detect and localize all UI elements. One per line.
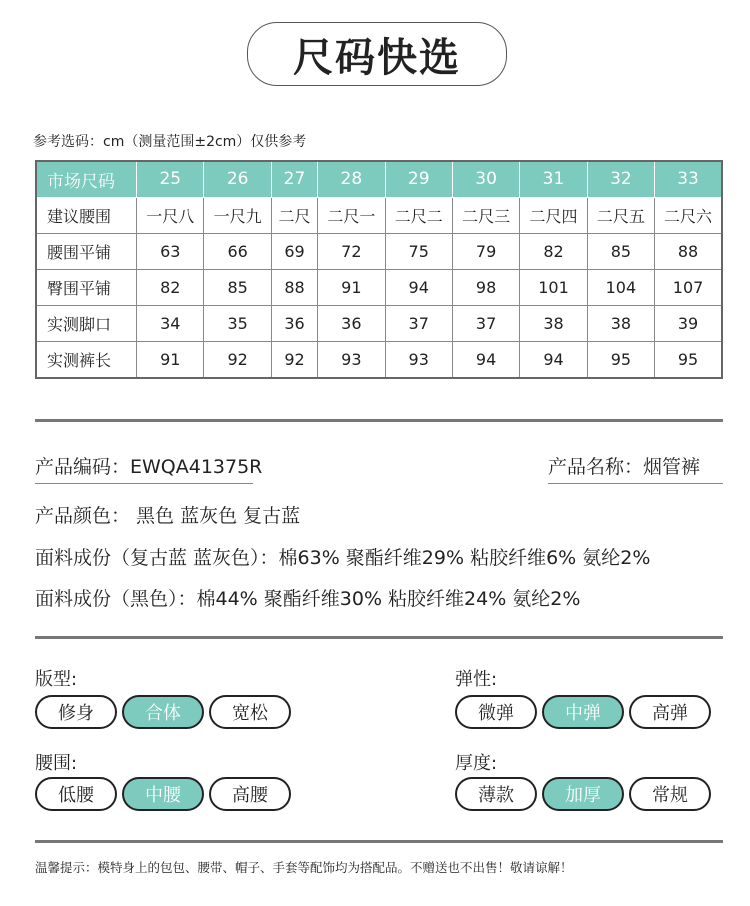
size-value-cell: 104 xyxy=(587,269,654,305)
size-value-cell: 72 xyxy=(318,233,385,269)
size-value-cell: 101 xyxy=(520,269,587,305)
size-value-cell: 92 xyxy=(204,342,271,378)
size-value-cell: 69 xyxy=(271,233,317,269)
row-label-cell: 腰围平铺 xyxy=(36,233,137,269)
size-value-cell: 30 xyxy=(452,161,519,197)
size-table xyxy=(35,160,723,379)
page-title: 尺码快选 xyxy=(293,34,461,81)
fit-label: 版型: xyxy=(35,669,78,690)
product-colors: 产品颜色： 黑色 蓝灰色 复古蓝 xyxy=(35,505,301,527)
size-value-cell: 92 xyxy=(271,342,317,378)
waist-label: 腰围: xyxy=(35,753,78,774)
size-value-cell: 93 xyxy=(385,342,452,378)
size-value-cell: 37 xyxy=(385,306,452,342)
size-value-cell: 二尺三 xyxy=(452,197,519,233)
size-value-cell: 29 xyxy=(385,161,452,197)
size-value-cell: 34 xyxy=(137,306,204,342)
row-label-cell: 市场尺码 xyxy=(36,161,137,197)
warm-tip: 温馨提示：模特身上的包包、腰带、帽子、手套等配饰均为搭配品。不赠送也不出售！敬请谅解！ xyxy=(35,860,573,875)
divider-3 xyxy=(35,840,723,843)
row-label-cell: 实测脚口 xyxy=(36,306,137,342)
thickness-option-0[interactable]: 薄款 xyxy=(455,777,537,811)
elasticity-option-0[interactable]: 微弹 xyxy=(455,695,537,729)
product-code-underline xyxy=(35,483,253,484)
size-value-cell: 二尺 xyxy=(271,197,317,233)
size-value-cell: 88 xyxy=(655,233,722,269)
size-table-row xyxy=(36,269,722,305)
product-name-underline xyxy=(548,483,723,484)
size-value-cell: 二尺一 xyxy=(318,197,385,233)
size-value-cell: 82 xyxy=(520,233,587,269)
size-value-cell: 91 xyxy=(318,269,385,305)
size-value-cell: 82 xyxy=(137,269,204,305)
size-table-header xyxy=(36,161,722,197)
size-value-cell: 79 xyxy=(452,233,519,269)
size-value-cell: 38 xyxy=(587,306,654,342)
product-code: 产品编码：EWQA41375R xyxy=(35,456,263,478)
fabric-composition-1: 面料成份（复古蓝 蓝灰色）：棉63% 聚酯纤维29% 粘胶纤维6% 氨纶2% xyxy=(35,547,651,569)
size-value-cell: 26 xyxy=(204,161,271,197)
waist-option-2[interactable]: 高腰 xyxy=(209,777,291,811)
size-value-cell: 37 xyxy=(452,306,519,342)
row-label-cell: 实测裤长 xyxy=(36,342,137,378)
elasticity-label: 弹性: xyxy=(455,669,498,690)
size-value-cell: 32 xyxy=(587,161,654,197)
size-value-cell: 二尺六 xyxy=(655,197,722,233)
waist-option-0[interactable]: 低腰 xyxy=(35,777,117,811)
size-value-cell: 85 xyxy=(204,269,271,305)
reference-note: 参考选码：cm（测量范围±2cm）仅供参考 xyxy=(33,134,307,150)
size-value-cell: 88 xyxy=(271,269,317,305)
divider-2 xyxy=(35,636,723,639)
waist-option-1[interactable]: 中腰 xyxy=(122,777,204,811)
row-label-cell: 臀围平铺 xyxy=(36,269,137,305)
size-value-cell: 95 xyxy=(587,342,654,378)
size-value-cell: 28 xyxy=(318,161,385,197)
elasticity-option-2[interactable]: 高弹 xyxy=(629,695,711,729)
divider-1 xyxy=(35,419,723,422)
size-value-cell: 85 xyxy=(587,233,654,269)
fabric-composition-2: 面料成份（黑色）：棉44% 聚酯纤维30% 粘胶纤维24% 氨纶2% xyxy=(35,588,581,610)
size-value-cell: 一尺九 xyxy=(204,197,271,233)
thickness-option-1[interactable]: 加厚 xyxy=(542,777,624,811)
size-value-cell: 94 xyxy=(452,342,519,378)
fit-option-0[interactable]: 修身 xyxy=(35,695,117,729)
size-value-cell: 39 xyxy=(655,306,722,342)
size-table-row xyxy=(36,306,722,342)
size-value-cell: 35 xyxy=(204,306,271,342)
size-value-cell: 94 xyxy=(385,269,452,305)
size-value-cell: 一尺八 xyxy=(137,197,204,233)
fit-option-1[interactable]: 合体 xyxy=(122,695,204,729)
size-value-cell: 二尺五 xyxy=(587,197,654,233)
size-value-cell: 107 xyxy=(655,269,722,305)
size-value-cell: 二尺二 xyxy=(385,197,452,233)
size-table-row xyxy=(36,342,722,378)
fit-option-2[interactable]: 宽松 xyxy=(209,695,291,729)
row-label-cell: 建议腰围 xyxy=(36,197,137,233)
size-value-cell: 27 xyxy=(271,161,317,197)
title-frame xyxy=(247,22,507,86)
size-value-cell: 33 xyxy=(655,161,722,197)
size-value-cell: 63 xyxy=(137,233,204,269)
size-value-cell: 25 xyxy=(137,161,204,197)
size-value-cell: 98 xyxy=(452,269,519,305)
thickness-label: 厚度: xyxy=(455,753,498,774)
size-value-cell: 二尺四 xyxy=(520,197,587,233)
size-value-cell: 36 xyxy=(271,306,317,342)
size-value-cell: 31 xyxy=(520,161,587,197)
size-value-cell: 94 xyxy=(520,342,587,378)
size-value-cell: 93 xyxy=(318,342,385,378)
thickness-option-2[interactable]: 常规 xyxy=(629,777,711,811)
size-value-cell: 36 xyxy=(318,306,385,342)
product-name: 产品名称：烟管裤 xyxy=(548,456,701,478)
size-table-row xyxy=(36,233,722,269)
size-value-cell: 95 xyxy=(655,342,722,378)
size-table-row xyxy=(36,197,722,233)
size-value-cell: 66 xyxy=(204,233,271,269)
size-value-cell: 91 xyxy=(137,342,204,378)
size-value-cell: 38 xyxy=(520,306,587,342)
elasticity-option-1[interactable]: 中弹 xyxy=(542,695,624,729)
size-value-cell: 75 xyxy=(385,233,452,269)
